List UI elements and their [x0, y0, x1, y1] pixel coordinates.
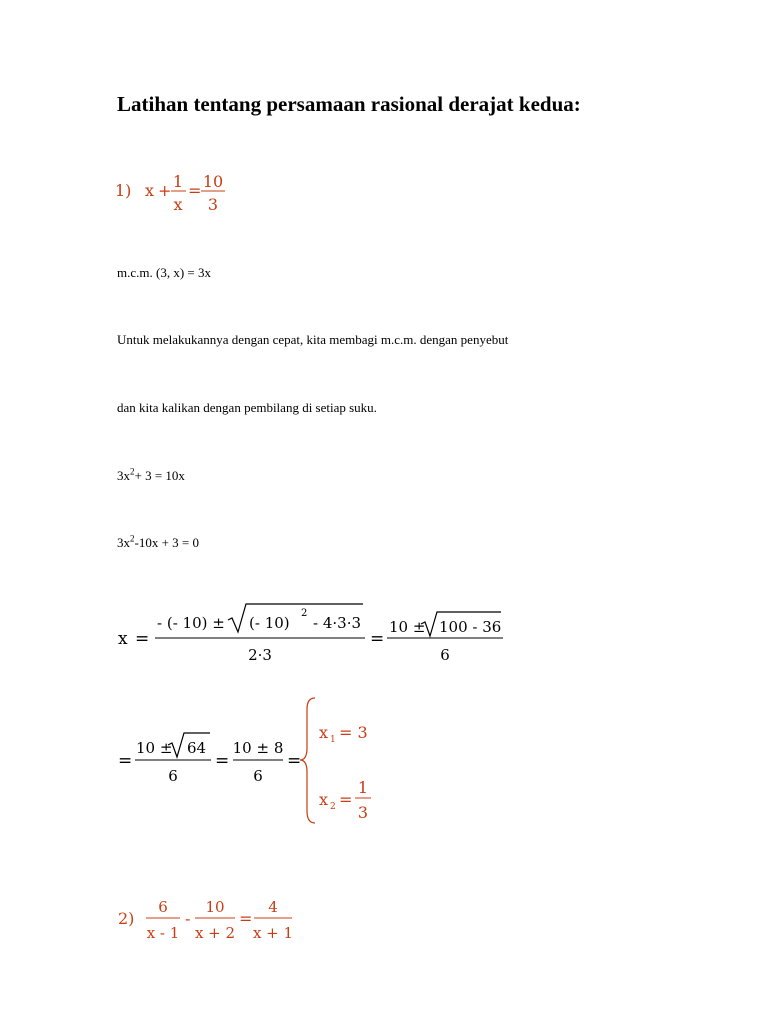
exercise-2-f3-den: x + 1: [252, 924, 294, 942]
exercise-1-equation: [115, 168, 245, 218]
equation-2-term: 3x: [117, 535, 130, 550]
solution-f1-radicand: 64: [187, 739, 207, 757]
solution-x1-subscript: 1: [330, 735, 336, 745]
equation-line-2: [117, 535, 199, 551]
page-title: Latihan tentang persamaan rasional derajat kedua:: [117, 92, 581, 116]
exercise-2-f1-den: x - 1: [146, 924, 180, 942]
mcm-line: m.c.m. (3, x) = 3x: [117, 265, 211, 280]
solution-equals-2: =: [215, 751, 230, 771]
exercise-2-f3-num: 4: [268, 898, 278, 916]
formula-den2: 6: [440, 646, 450, 664]
exercise-2-minus: -: [185, 909, 191, 928]
formula-x: x: [118, 629, 128, 649]
exercise-1-plus: +: [158, 181, 172, 200]
solution-x2: x: [319, 790, 329, 809]
exercise-2-f1-num: 6: [158, 898, 168, 916]
solution-x2-den: 3: [357, 803, 369, 822]
exercise-1-frac-num: 1: [172, 172, 184, 191]
exercise-1-frac-den: x: [173, 195, 183, 214]
formula-num1-lead: - (- 10) ±: [157, 614, 225, 632]
formula-equals-1: =: [135, 629, 150, 649]
solution-equals-1: =: [118, 751, 133, 771]
exercise-2-equals: =: [239, 909, 253, 928]
explanation-line-2: dan kita kalikan dengan pembilang di setiap suku.: [117, 400, 377, 415]
solution-block: [115, 693, 395, 828]
exercise-2-label: 2): [118, 909, 135, 928]
exercise-2-f2-num: 10: [205, 898, 225, 916]
exercise-1-rhs-den: 3: [207, 195, 219, 214]
exercise-1-x: x: [145, 181, 155, 200]
explanation-line-1: Untuk melakukannya dengan cepat, kita membagi m.c.m. dengan penyebut: [117, 332, 509, 347]
equation-1-rest: + 3 = 10x: [134, 468, 185, 483]
quadratic-formula: [115, 598, 515, 668]
equation-2-exponent: 2: [130, 533, 135, 544]
solution-f2-num: 10 ± 8: [232, 739, 284, 757]
solution-brace: [300, 698, 315, 823]
solution-f1-lead: 10 ±: [136, 739, 173, 757]
exercise-1-label: 1): [115, 181, 132, 200]
formula-den1: 2·3: [248, 646, 272, 664]
formula-equals-2: =: [370, 629, 385, 649]
exercise-1-rhs-num: 10: [202, 172, 224, 191]
formula-radicand-base: (- 10): [249, 614, 290, 632]
equation-1-exponent: 2: [130, 466, 135, 477]
equation-line-1: [117, 468, 185, 484]
exercise-1-equals: =: [188, 181, 202, 200]
equation-2-rest: -10x + 3 = 0: [134, 535, 199, 550]
solution-f1-den: 6: [168, 767, 178, 785]
exercise-2-f2-den: x + 2: [194, 924, 236, 942]
solution-x2-equals: =: [339, 790, 353, 809]
solution-x1: x: [319, 723, 329, 742]
solution-x2-num: 1: [357, 778, 369, 797]
formula-radicand-2: 100 - 36: [439, 618, 502, 636]
formula-radicand-exponent: 2: [301, 608, 308, 619]
solution-equals-3: =: [287, 751, 302, 771]
solution-x2-subscript: 2: [330, 802, 336, 812]
exercise-2-equation: [115, 893, 305, 948]
formula-num2-lead: 10 ±: [389, 618, 426, 636]
equation-1-term: 3x: [117, 468, 130, 483]
solution-f2-den: 6: [253, 767, 263, 785]
formula-radicand-rest: - 4·3·3: [313, 614, 362, 632]
solution-x1-value: = 3: [339, 723, 368, 742]
